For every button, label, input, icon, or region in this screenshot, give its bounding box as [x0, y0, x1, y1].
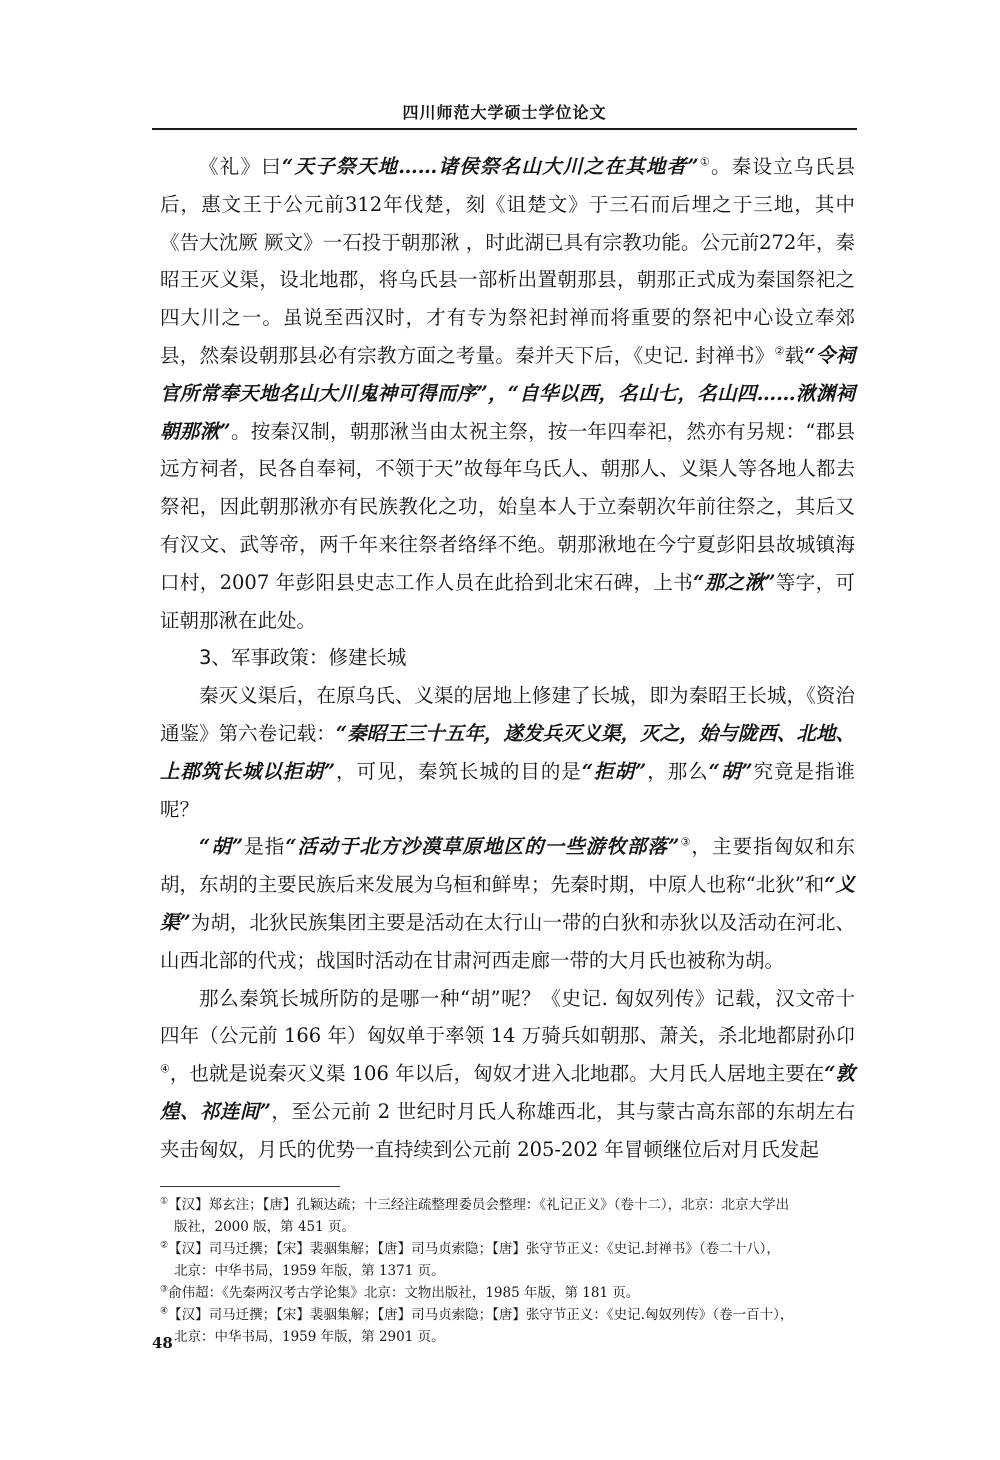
paragraph-2	[160, 677, 855, 828]
text-span: ，可见，秦筑长城的目的是	[335, 759, 582, 783]
text-span: 为胡，北狄民族集团主要是活动在太行山一带的白狄和赤狄以及活动在河北、山西北部的代戎；战国时活动在甘肃河西走廊一带的大月氏也被称为胡。	[160, 910, 855, 972]
text-span: ，也就是说秦灭义渠 106 年以后，匈奴才进入北地郡。大月氏人居地主要在	[169, 1062, 825, 1086]
footnote-mark: ④	[160, 1306, 169, 1317]
footnote-text-cont: 北京：中华书局，1959 年版，第 1371 页。	[174, 1263, 445, 1279]
footnote-text: 【汉】司马迁撰；【宋】裴骃集解；【唐】司马贞索隐；【唐】张守节正义：《史记.匈奴列传》（卷一百十），	[168, 1307, 794, 1323]
footnote-2	[160, 1238, 860, 1282]
text-span: 秦灭义渠后，在原乌氏、义渠的居地上修建了长城，即为秦昭王长城，《资治通鉴》第六卷记载：	[160, 684, 855, 745]
paragraph-1	[160, 148, 855, 639]
text-span: 究竟是指谁呢？	[160, 759, 855, 821]
footnote-ref-1[interactable]: ①	[698, 155, 711, 169]
page-number: 48	[152, 1334, 173, 1352]
quote-span: “义渠”	[160, 873, 855, 934]
text-span: ，至公元前 2 世纪时月氏人称雄西北，其与蒙古高东部的东胡左右夹击匈奴，月氏的优势一直持续到公元前 205-202 年冒顿继位后对月氏发起	[160, 1099, 856, 1161]
footnote-text: 【汉】司马迁撰；【宋】裴骃集解；【唐】司马贞索隐；【唐】张守节正义：《史记.封禅书》（卷二十八），	[168, 1241, 780, 1257]
footnote-mark: ②	[160, 1240, 169, 1251]
footnote-mark: ①	[160, 1196, 169, 1207]
footnote-rule	[160, 1186, 340, 1187]
text-span: ，那么	[646, 759, 709, 783]
footnotes	[160, 1194, 860, 1348]
quote-span: “那之湫”	[693, 570, 776, 594]
quote-span: “秦昭王三十五年，遂发兵灭义渠，灭之，始与陇西、北地、上郡筑长城以拒胡”	[160, 721, 855, 783]
footnote-text-cont: 北京：中华书局，1959 年版，第 2901 页。	[174, 1329, 445, 1345]
footnote-ref-3[interactable]: ③	[679, 835, 692, 849]
footnote-ref-2[interactable]: ②	[774, 344, 785, 358]
paragraph-4	[160, 980, 855, 1169]
footnote-1	[160, 1194, 860, 1238]
header-rule	[152, 128, 857, 130]
text-span: ，主要指匈奴和东胡，东胡的主要民族后来发展为乌桓和鲜卑；先秦时期，中原人也称“北狄”和	[160, 835, 855, 897]
footnote-text-cont: 版社，2000 版，第 451 页。	[174, 1219, 355, 1235]
running-header: 四川师范大学硕士学位论文	[402, 103, 607, 122]
text-span: 。秦设立乌氏县后，惠文王于公元前312年伐楚，刻《诅楚文》于三石而后埋之于三地，其中《告大沈厥 厥文》一石投于朝那湫 ，时此湖已具有宗教功能。公元前272年，秦昭王灭义渠，设北地郡，将乌氏县一部析出置朝那县，朝那正式成为秦国祭祀之四大川之一。虽说至西汉时，才有专为祭祀封禅而将重要的祭祀中心设立奉郊县，然秦设朝那县必有宗教方面之考量。秦并天下后，《史记. 封禅书》	[160, 155, 855, 367]
paragraph-3	[160, 828, 855, 979]
quote-span: “令祠官所常奉天地名山大川鬼神可得而序”，“自华以西，名山七，名山四……湫渊祠朝那湫”	[160, 343, 855, 443]
footnote-mark: ③	[160, 1284, 169, 1295]
text-span: 载	[784, 343, 805, 367]
quote-span: “胡”	[708, 759, 753, 783]
text-span: 《礼》曰	[199, 155, 282, 178]
footnote-text: 【汉】郑玄注；【唐】孔颖达疏；十三经注疏整理委员会整理：《礼记正义》（卷十二），北京：北京大学出	[168, 1197, 790, 1213]
text-span: 那么秦筑长城所防的是哪一种“胡”呢？《史记. 匈奴列传》记载，汉文帝十四年（公元前 166 年）匈奴单于率领 14 万骑兵如朝那、萧关，杀北地都尉孙卬	[160, 986, 855, 1048]
footnote-4	[160, 1304, 860, 1348]
quote-span: “拒胡”	[581, 759, 647, 783]
text-span: 等字，可证朝那湫在此处。	[160, 570, 855, 632]
quote-span: “天子祭天地……诸侯祭名山大川之在其地者”	[282, 155, 699, 178]
section-heading: 3、军事政策：修建长城	[199, 646, 407, 670]
quote-span: “敦煌、祁连间”	[160, 1062, 855, 1123]
footnote-ref-4[interactable]: ④	[160, 1062, 170, 1076]
footnote-3	[160, 1282, 860, 1304]
text-span: 是指	[243, 835, 286, 859]
quote-span: “活动于北方沙漠草原地区的一些游牧部落”	[285, 835, 680, 859]
text-span: 。按秦汉制，朝那湫当由太祝主祭，按一年四奉祀，然亦有另规：“郡县远方祠者，民各自奉祠，不领于天”故每年乌氏人、朝那人、义渠人等各地人都去祭祀，因此朝那湫亦有民族教化之功，始皇本人于立秦朝次年前往祭之，其后又有汉文、武等帝，两千年来往祭者络绎不绝。朝那湫地在今宁夏彭阳县故城镇海口村，2007 年彭阳县史志工作人员在此拾到北宋石碑，上书	[160, 419, 855, 594]
quote-span: “胡”	[199, 835, 244, 859]
footnote-text: 俞伟超：《先秦两汉考古学论集》北京：文物出版社，1985 年版，第 181 页。	[168, 1285, 640, 1301]
main-text	[160, 148, 855, 1169]
